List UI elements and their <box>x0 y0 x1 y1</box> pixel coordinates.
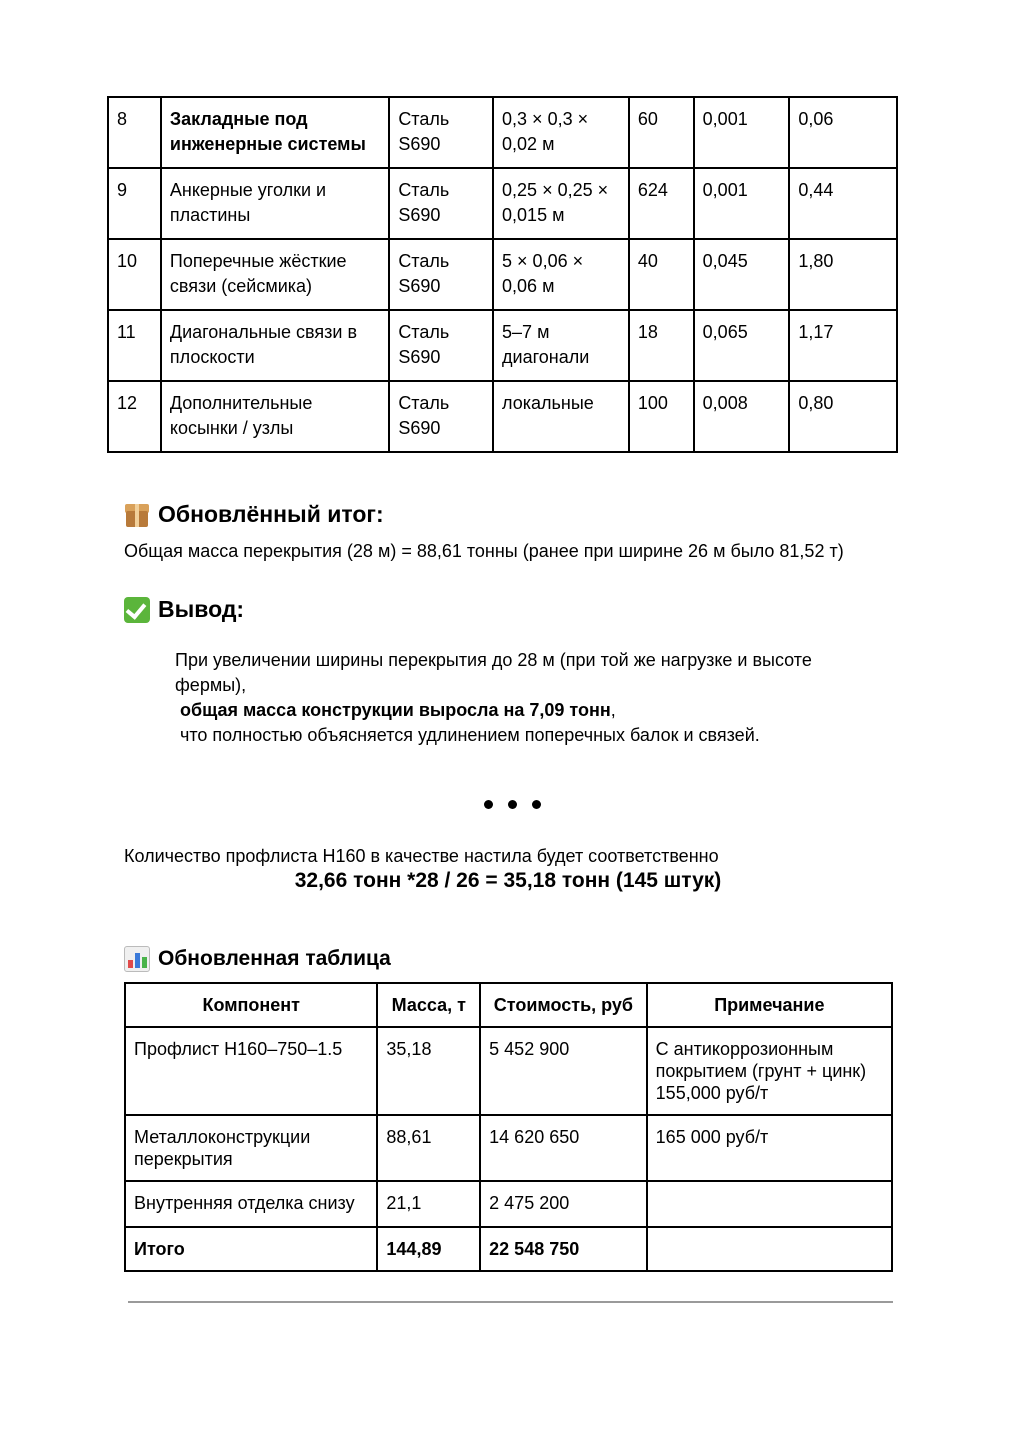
row-number: 9 <box>108 168 161 239</box>
component: Внутренняя отделка снизу <box>125 1181 377 1227</box>
row-number: 8 <box>108 97 161 168</box>
material: Сталь S690 <box>389 310 493 381</box>
cost: 14 620 650 <box>480 1115 647 1181</box>
dimensions: локальные <box>493 381 629 452</box>
dimensions: 5–7 м диагонали <box>493 310 629 381</box>
mass: 35,18 <box>377 1027 480 1115</box>
horizontal-rule <box>128 1301 893 1303</box>
conclusion-heading <box>124 596 244 623</box>
component-name: Диагональные связи в плоскости <box>161 310 389 381</box>
quantity: 624 <box>629 168 694 239</box>
profile-note-text: Количество профлиста Н160 в качестве настила будет соответственно <box>124 846 719 866</box>
table-row <box>108 97 897 168</box>
dimensions: 0,3 × 0,3 × 0,02 м <box>493 97 629 168</box>
total-label: Итого <box>125 1227 377 1271</box>
package-icon <box>124 502 150 528</box>
component-name: Поперечные жёсткие связи (сейсмика) <box>161 239 389 310</box>
materials-table <box>107 96 898 453</box>
table-row <box>125 1181 892 1227</box>
note: 165 000 руб/т <box>647 1115 892 1181</box>
unit-mass: 0,001 <box>694 97 790 168</box>
header-mass: Масса, т <box>377 983 480 1027</box>
updated-table-heading <box>124 946 391 972</box>
table-row <box>108 310 897 381</box>
header-component: Компонент <box>125 983 377 1027</box>
table-row <box>108 168 897 239</box>
component-name: Закладные под инженерные системы <box>161 97 389 168</box>
quantity: 100 <box>629 381 694 452</box>
component: Профлист Н160–750–1.5 <box>125 1027 377 1115</box>
quantity: 40 <box>629 239 694 310</box>
quantity: 60 <box>629 97 694 168</box>
total-mass: 0,06 <box>789 97 897 168</box>
summary-heading <box>124 501 384 528</box>
table-row <box>108 239 897 310</box>
table-header-row <box>125 983 892 1027</box>
total-mass: 1,17 <box>789 310 897 381</box>
total-mass: 0,80 <box>789 381 897 452</box>
unit-mass: 0,001 <box>694 168 790 239</box>
row-number: 10 <box>108 239 161 310</box>
table-row <box>125 1115 892 1181</box>
cost: 2 475 200 <box>480 1181 647 1227</box>
row-number: 11 <box>108 310 161 381</box>
conclusion-line-2: фермы), <box>175 675 247 695</box>
summary-heading-text: Обновлённый итог: <box>158 501 384 527</box>
mass: 21,1 <box>377 1181 480 1227</box>
header-note: Примечание <box>647 983 892 1027</box>
header-cost: Стоимость, руб <box>480 983 647 1027</box>
total-mass: 0,44 <box>789 168 897 239</box>
component-name: Анкерные уголки и пластины <box>161 168 389 239</box>
conclusion-line-4: что полностью объясняется удлинением поперечных балок и связей. <box>180 725 760 745</box>
cost: 5 452 900 <box>480 1027 647 1115</box>
material: Сталь S690 <box>389 239 493 310</box>
material: Сталь S690 <box>389 381 493 452</box>
profile-formula-text: 32,66 тонн *28 / 26 = 35,18 тонн (145 штук) <box>294 869 722 892</box>
conclusion-line-1: При увеличении ширины перекрытия до 28 м (при той же нагрузке и высоте <box>175 650 812 670</box>
note <box>647 1181 892 1227</box>
note: С антикоррозионным покрытием (грунт + цинк) 155,000 руб/т <box>647 1027 892 1115</box>
material: Сталь S690 <box>389 168 493 239</box>
total-cost: 22 548 750 <box>480 1227 647 1271</box>
updated-cost-table <box>124 982 893 1272</box>
quantity: 18 <box>629 310 694 381</box>
total-mass: 144,89 <box>377 1227 480 1271</box>
total-mass: 1,80 <box>789 239 897 310</box>
component: Металлоконструкции перекрытия <box>125 1115 377 1181</box>
conclusion-comma: , <box>610 700 616 720</box>
profile-formula <box>0 869 1024 893</box>
component-name: Дополнительные косынки / узлы <box>161 381 389 452</box>
check-mark-icon <box>124 597 150 623</box>
updated-table-heading-text: Обновленная таблица <box>158 947 391 970</box>
conclusion-emphasis: общая масса конструкции выросла на 7,09 тонн <box>180 700 611 720</box>
dimensions: 0,25 × 0,25 × 0,015 м <box>493 168 629 239</box>
mass: 88,61 <box>377 1115 480 1181</box>
section-separator-dots <box>484 800 541 809</box>
conclusion-line-3 <box>180 698 616 723</box>
dimensions: 5 × 0,06 × 0,06 м <box>493 239 629 310</box>
material: Сталь S690 <box>389 97 493 168</box>
conclusion-heading-text: Вывод: <box>158 596 245 622</box>
table-total-row <box>125 1227 892 1271</box>
unit-mass: 0,065 <box>694 310 790 381</box>
row-number: 12 <box>108 381 161 452</box>
summary-text: Общая масса перекрытия (28 м) = 88,61 тонны (ранее при ширине 26 м было 81,52 т) <box>124 541 844 561</box>
unit-mass: 0,045 <box>694 239 790 310</box>
total-note <box>647 1227 892 1271</box>
table-row <box>108 381 897 452</box>
table-row <box>125 1027 892 1115</box>
unit-mass: 0,008 <box>694 381 790 452</box>
bar-chart-icon <box>124 946 150 972</box>
